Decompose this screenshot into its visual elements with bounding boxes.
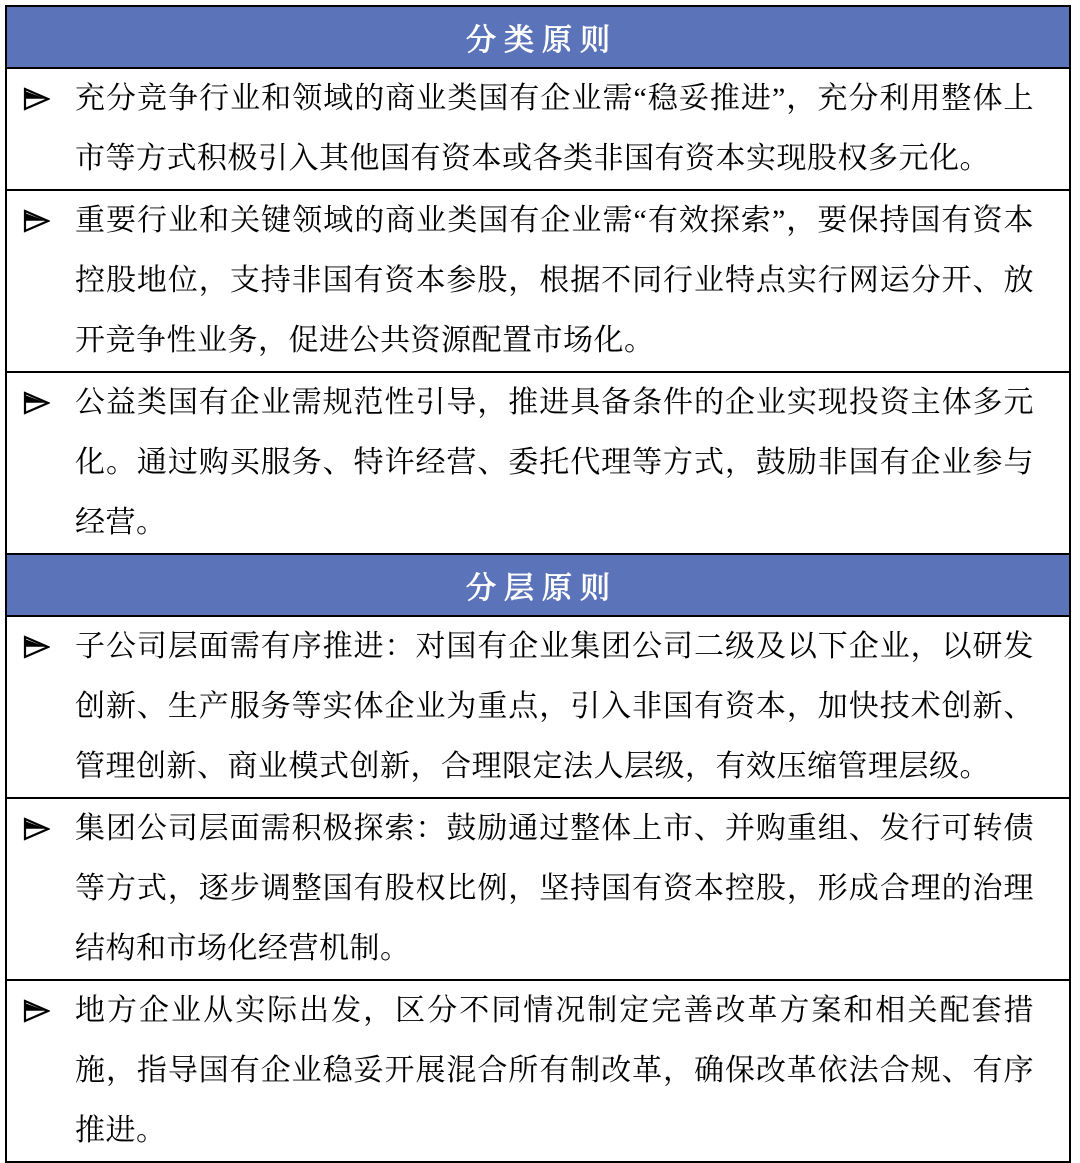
arrowhead-bullet-icon [7, 69, 59, 112]
principle-row [7, 67, 1069, 189]
section-header-classification: 分类原则 [7, 7, 1069, 67]
principle-text: 子公司层面需有序推进：对国有企业集团公司二级及以下企业，以研发创新、生产服务等实体企业为重点，引入非国有资本，加快技术创新、管理创新、商业模式创新，合理限定法人层级，有效压缩管理层级。 [75, 630, 1034, 783]
principle-text: 公益类国有企业需规范性引导，推进具备条件的企业实现投资主体多元化。通过购买服务、特许经营、委托代理等方式，鼓励非国有企业参与经营。 [75, 386, 1034, 539]
principle-text: 重要行业和关键领域的商业类国有企业需“有效探索”，要保持国有资本控股地位，支持非国有资本参股，根据不同行业特点实行网运分开、放开竞争性业务，促进公共资源配置市场化。 [75, 204, 1034, 357]
principle-text: 集团公司层面需积极探索：鼓励通过整体上市、并购重组、发行可转债等方式，逐步调整国有股权比例，坚持国有资本控股，形成合理的治理结构和市场化经营机制。 [75, 812, 1034, 965]
principle-text: 充分竞争行业和领域的商业类国有企业需“稳妥推进”，充分利用整体上市等方式积极引入其他国有资本或各类非国有资本实现股权多元化。 [75, 82, 1034, 175]
principle-row [7, 189, 1069, 371]
arrowhead-bullet-icon [7, 373, 59, 416]
section-header-layering: 分层原则 [7, 553, 1069, 615]
principle-row [7, 979, 1069, 1161]
principle-row [7, 797, 1069, 979]
principle-text: 地方企业从实际出发，区分不同情况制定完善改革方案和相关配套措施，指导国有企业稳妥开展混合所有制改革，确保改革依法合规、有序推进。 [75, 994, 1034, 1147]
arrowhead-bullet-icon [7, 617, 59, 660]
principle-row [7, 615, 1069, 797]
principles-table [5, 5, 1071, 1163]
arrowhead-bullet-icon [7, 981, 59, 1024]
principle-row [7, 371, 1069, 553]
arrowhead-bullet-icon [7, 191, 59, 234]
arrowhead-bullet-icon [7, 799, 59, 842]
